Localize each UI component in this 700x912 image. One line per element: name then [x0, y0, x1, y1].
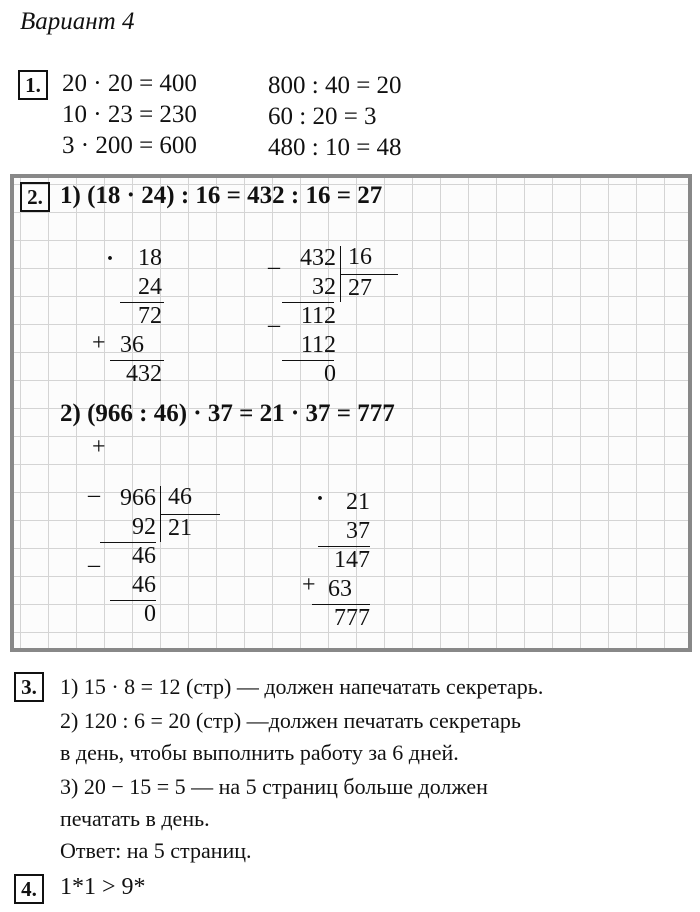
product-result: 777	[334, 605, 370, 631]
task-1-number: 1.	[18, 70, 48, 100]
subtrahend-1: 32	[312, 274, 336, 300]
task-3-number: 3.	[14, 672, 44, 702]
plus-sign: +	[92, 434, 106, 460]
rule-line	[120, 302, 164, 303]
task-1-right-line-3: 480 : 10 = 48	[268, 134, 402, 161]
rule-line	[318, 546, 370, 547]
plus-sign: +	[302, 572, 316, 598]
task-1-left-line-2: 10 · 23 = 230	[62, 101, 197, 128]
rule-line	[100, 542, 156, 543]
task-3-line-4: 3) 20 − 15 = 5 — на 5 страниц больше должен	[60, 774, 488, 799]
factor-a: 18	[138, 245, 162, 271]
variant-title: Вариант 4	[20, 8, 135, 35]
subtrahend-2: 112	[300, 332, 336, 358]
plus-sign: +	[92, 330, 106, 356]
remainder-2: 0	[144, 601, 156, 627]
task-1-left-line-1: 20 · 20 = 400	[62, 70, 197, 97]
partial-product-2: 36	[120, 332, 144, 358]
rule-line	[110, 600, 156, 601]
factor-b: 24	[138, 274, 162, 300]
rule-line	[312, 604, 370, 605]
factor-b: 37	[346, 518, 370, 544]
multiply-dot: ·	[106, 246, 115, 272]
task-3-line-5: печатать в день.	[60, 806, 210, 831]
task-3-line-2: 2) 120 : 6 = 20 (стр) —должен печатать секретарь	[60, 708, 521, 733]
minus-sign: _	[268, 246, 280, 272]
rule-line	[282, 360, 334, 361]
partial-product-1: 147	[334, 547, 370, 573]
divisor: 46	[168, 484, 192, 510]
subtrahend-1: 92	[132, 514, 156, 540]
task-1-left-line-3: 3 · 200 = 600	[62, 132, 197, 159]
quotient: 21	[168, 515, 192, 541]
minus-sign: _	[268, 304, 280, 330]
factor-a: 21	[346, 489, 370, 515]
divisor: 16	[348, 244, 372, 270]
task-2-line-1: 1) (18 · 24) : 16 = 432 : 16 = 27	[60, 182, 383, 209]
multiply-dot: ·	[316, 486, 325, 512]
dividend: 966	[120, 485, 156, 511]
remainder-1: 46	[132, 543, 156, 569]
rule-line	[282, 302, 334, 303]
task-1-right-line-2: 60 : 20 = 3	[268, 103, 377, 130]
partial-product-1: 72	[138, 303, 162, 329]
task-3-line-3: в день, чтобы выполнить работу за 6 дней.	[60, 740, 459, 765]
remainder-2: 0	[324, 361, 336, 387]
quotient: 27	[348, 275, 372, 301]
partial-product-2: 63	[328, 576, 352, 602]
task-4-text: 1*1 > 9*	[60, 874, 146, 900]
task-2-number: 2.	[20, 182, 50, 212]
minus-sign: _	[88, 474, 100, 500]
subtrahend-2: 46	[132, 572, 156, 598]
task-3-answer: Ответ: на 5 страниц.	[60, 838, 252, 863]
dividend: 432	[300, 245, 336, 271]
task-4-number: 4.	[14, 874, 44, 904]
task-3-line-1: 1) 15 · 8 = 12 (стр) — должен напечатать секретарь.	[60, 674, 544, 699]
minus-sign: _	[88, 544, 100, 570]
product-result: 432	[126, 361, 162, 387]
rule-line	[110, 360, 164, 361]
remainder-1: 112	[300, 303, 336, 329]
task-2-line-2: 2) (966 : 46) · 37 = 21 · 37 = 777	[60, 400, 395, 427]
task-1-right-line-1: 800 : 40 = 20	[268, 72, 402, 99]
